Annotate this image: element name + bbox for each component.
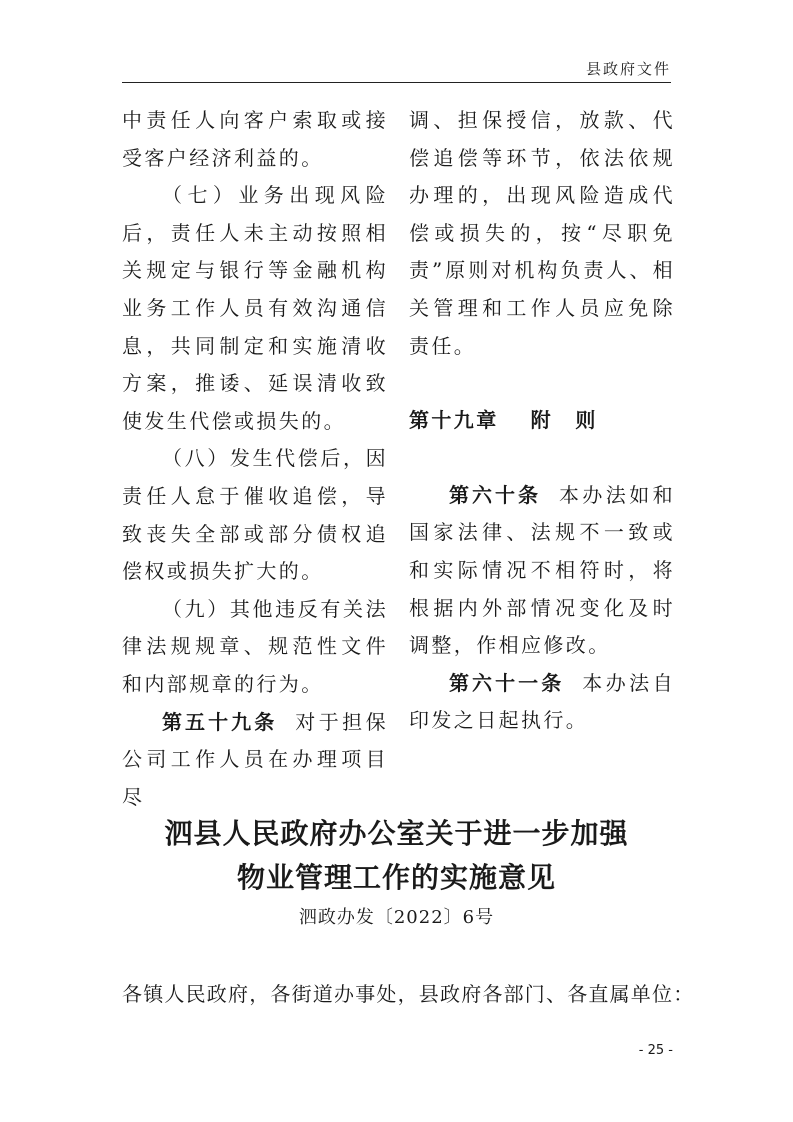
document-title-line-2: 物业管理工作的实施意见 bbox=[236, 861, 556, 894]
article-60-text: 本办法如和国家法律、法规不一致或和实际情况不相符时，将根据内外部情况变化及时调整，作相应修改。 bbox=[409, 482, 675, 658]
chapter-heading bbox=[409, 402, 675, 440]
chapter-name: 附 则 bbox=[530, 408, 598, 433]
right-column bbox=[409, 102, 675, 740]
salutation: 各镇人民政府，各街道办事处，县政府各部门、各直属单位： bbox=[122, 982, 695, 1006]
article-60 bbox=[409, 477, 675, 665]
left-column bbox=[122, 102, 388, 816]
header-rule bbox=[122, 82, 671, 83]
left-paragraph-clause-9: （九）其他违反有关法律法规规章、规范性文件和内部规章的行为。 bbox=[122, 596, 388, 696]
document-title-line-1: 泗县人民政府办公室关于进一步加强 bbox=[164, 817, 629, 850]
right-paragraph-1: 调、担保授信，放款、代偿追偿等环节，依法依规办理的，出现风险造成代偿或损失的，按“尽职免责”原则对机构负责人、相关管理和工作人员应免除责任。 bbox=[409, 108, 675, 358]
article-61 bbox=[409, 665, 675, 740]
document-number: 泗政办发〔2022〕6号 bbox=[298, 907, 495, 928]
article-59 bbox=[122, 704, 388, 817]
article-61-text: 本办法自印发之日起执行。 bbox=[409, 670, 675, 733]
article-59-text: 对于担保公司工作人员在办理项目尽 bbox=[122, 709, 388, 809]
chapter-label: 第十九章 bbox=[409, 408, 499, 433]
article-60-label: 第六十条 bbox=[449, 482, 541, 507]
left-paragraph-clause-7: （七）业务出现风险后，责任人未主动按照相关规定与银行等金融机构业务工作人员有效沟通信息，共同制定和实施清收方案，推诿、延误清收致使发生代偿或损失的。 bbox=[122, 183, 388, 433]
left-paragraph-clause-8: （八）发生代偿后，因责任人怠于催收追偿，导致丧失全部或部分债权追偿权或损失扩大的。 bbox=[122, 446, 388, 584]
document-title bbox=[122, 812, 671, 900]
article-59-label: 第五十九条 bbox=[162, 709, 278, 734]
article-61-label: 第六十一条 bbox=[449, 670, 565, 695]
running-header-title: 县政府文件 bbox=[585, 60, 671, 78]
page-number: - 25 - bbox=[638, 1043, 673, 1058]
left-paragraph-1: 中责任人向客户索取或接受客户经济利益的。 bbox=[122, 108, 388, 170]
